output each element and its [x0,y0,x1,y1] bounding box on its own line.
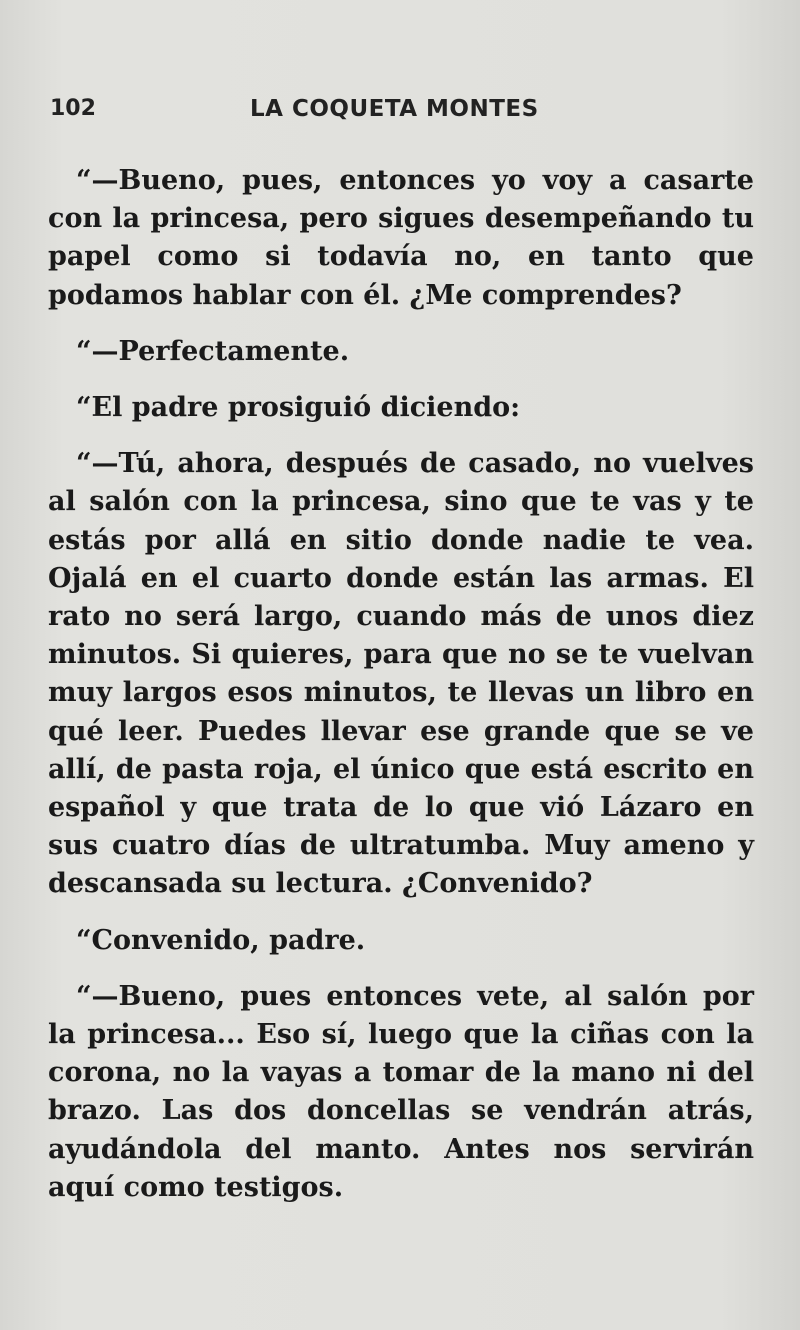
paragraph: “—Perfectamente. [76,335,350,367]
paragraph: “—Bueno, pues entonces vete, al salón por la princesa... Eso sí, luego que la ciñas con la corona, no la vayas a tomar de la mano ni del brazo. Las dos doncellas se vendrán atrás, ayudándola del manto. Antes nos servirán aquí como testigos. [48,980,754,1203]
page-header [50,96,750,136]
paragraph: “El padre prosiguió diciendo: [76,392,521,424]
page-number: 102 [50,96,96,121]
paragraph: “—Bueno, pues, entonces yo voy a casarte con la princesa, pero sigues desempeñando tu papel como si todavía no, en tanto que podamos hablar con él. ¿Me comprendes? [48,165,754,311]
running-title: LA COQUETA MONTES [250,96,539,122]
body-text [48,162,754,1225]
paragraph: “—Tú, ahora, después de casado, no vuelves al salón con la princesa, sino que te vas y te estás por allá en sitio donde nadie te vea. Ojalá en el cuarto donde están las armas. El rato no será largo, cuando más de unos diez minutos. Si quieres, para que no se te vuelvan muy largos esos minutos, te llevas un libro en qué leer. Puedes llevar ese grande que se ve allí, de pasta roja, el único que está escrito en español y que trata de lo que vió Lázaro en sus cuatro días de ultratumba. Muy ameno y descansada su lectura. ¿Convenido? [48,448,754,900]
paragraph: “Convenido, padre. [76,924,366,956]
